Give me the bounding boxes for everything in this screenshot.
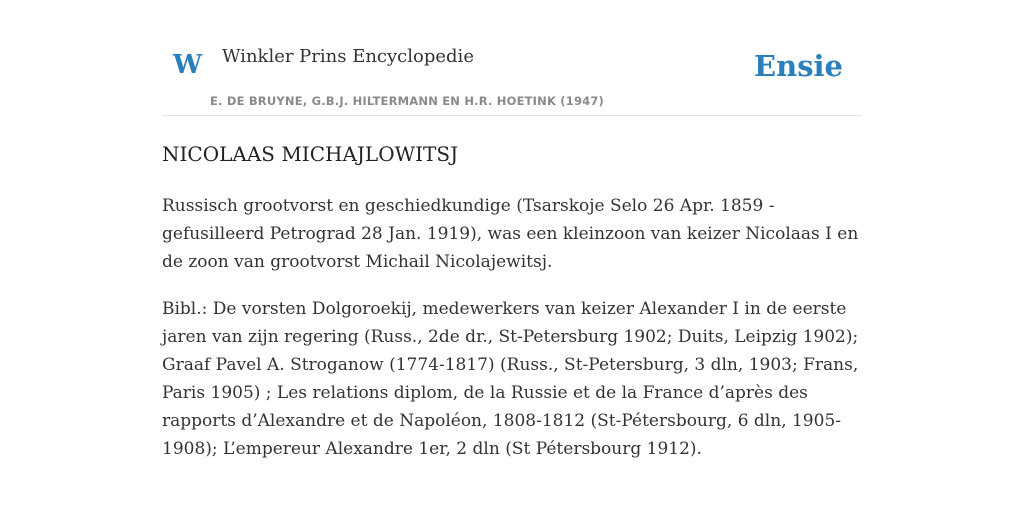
source-header: [162, 40, 862, 116]
source-title-link[interactable]: Winkler Prins Encyclopedie: [222, 46, 474, 67]
source-authors: E. DE BRUYNE, G.B.J. HILTERMANN EN H.R. HOETINK (1947): [210, 94, 605, 108]
entry-title: NICOLAAS MICHAJLOWITSJ: [162, 142, 459, 166]
winkler-prins-logo-icon[interactable]: W: [173, 50, 203, 80]
ensie-logo-link[interactable]: Ensie: [754, 49, 843, 83]
entry-paragraph-description: Russisch grootvorst en geschiedkundige (Tsarskoje Selo 26 Apr. 1859 - gefusilleerd Petrograd 28 Jan. 1919), was een kleinzoon van keizer Nicolaas I en de zoon van grootvorst Michail Nicolajewitsj.: [162, 196, 859, 272]
entry-paragraph-bibliography: Bibl.: De vorsten Dolgoroekij, medewerkers van keizer Alexander I in de eerste jaren van zijn regering (Russ., 2de dr., St-Petersburg 1902; Duits, Leipzig 1902); Graaf Pavel A. Stroganow (1774-1817) (Russ., St-Petersburg, 3 dln, 1903; Frans, Paris 1905) ; Les relations diplom, de la Russie et de la France d’après des rapports d’Alexandre et de Napoléon, 1808-1812 (St-Pétersbourg, 6 dln, 1905-1908); L’empereur Alexandre 1er, 2 dln (St Pétersbourg 1912).: [162, 299, 859, 459]
